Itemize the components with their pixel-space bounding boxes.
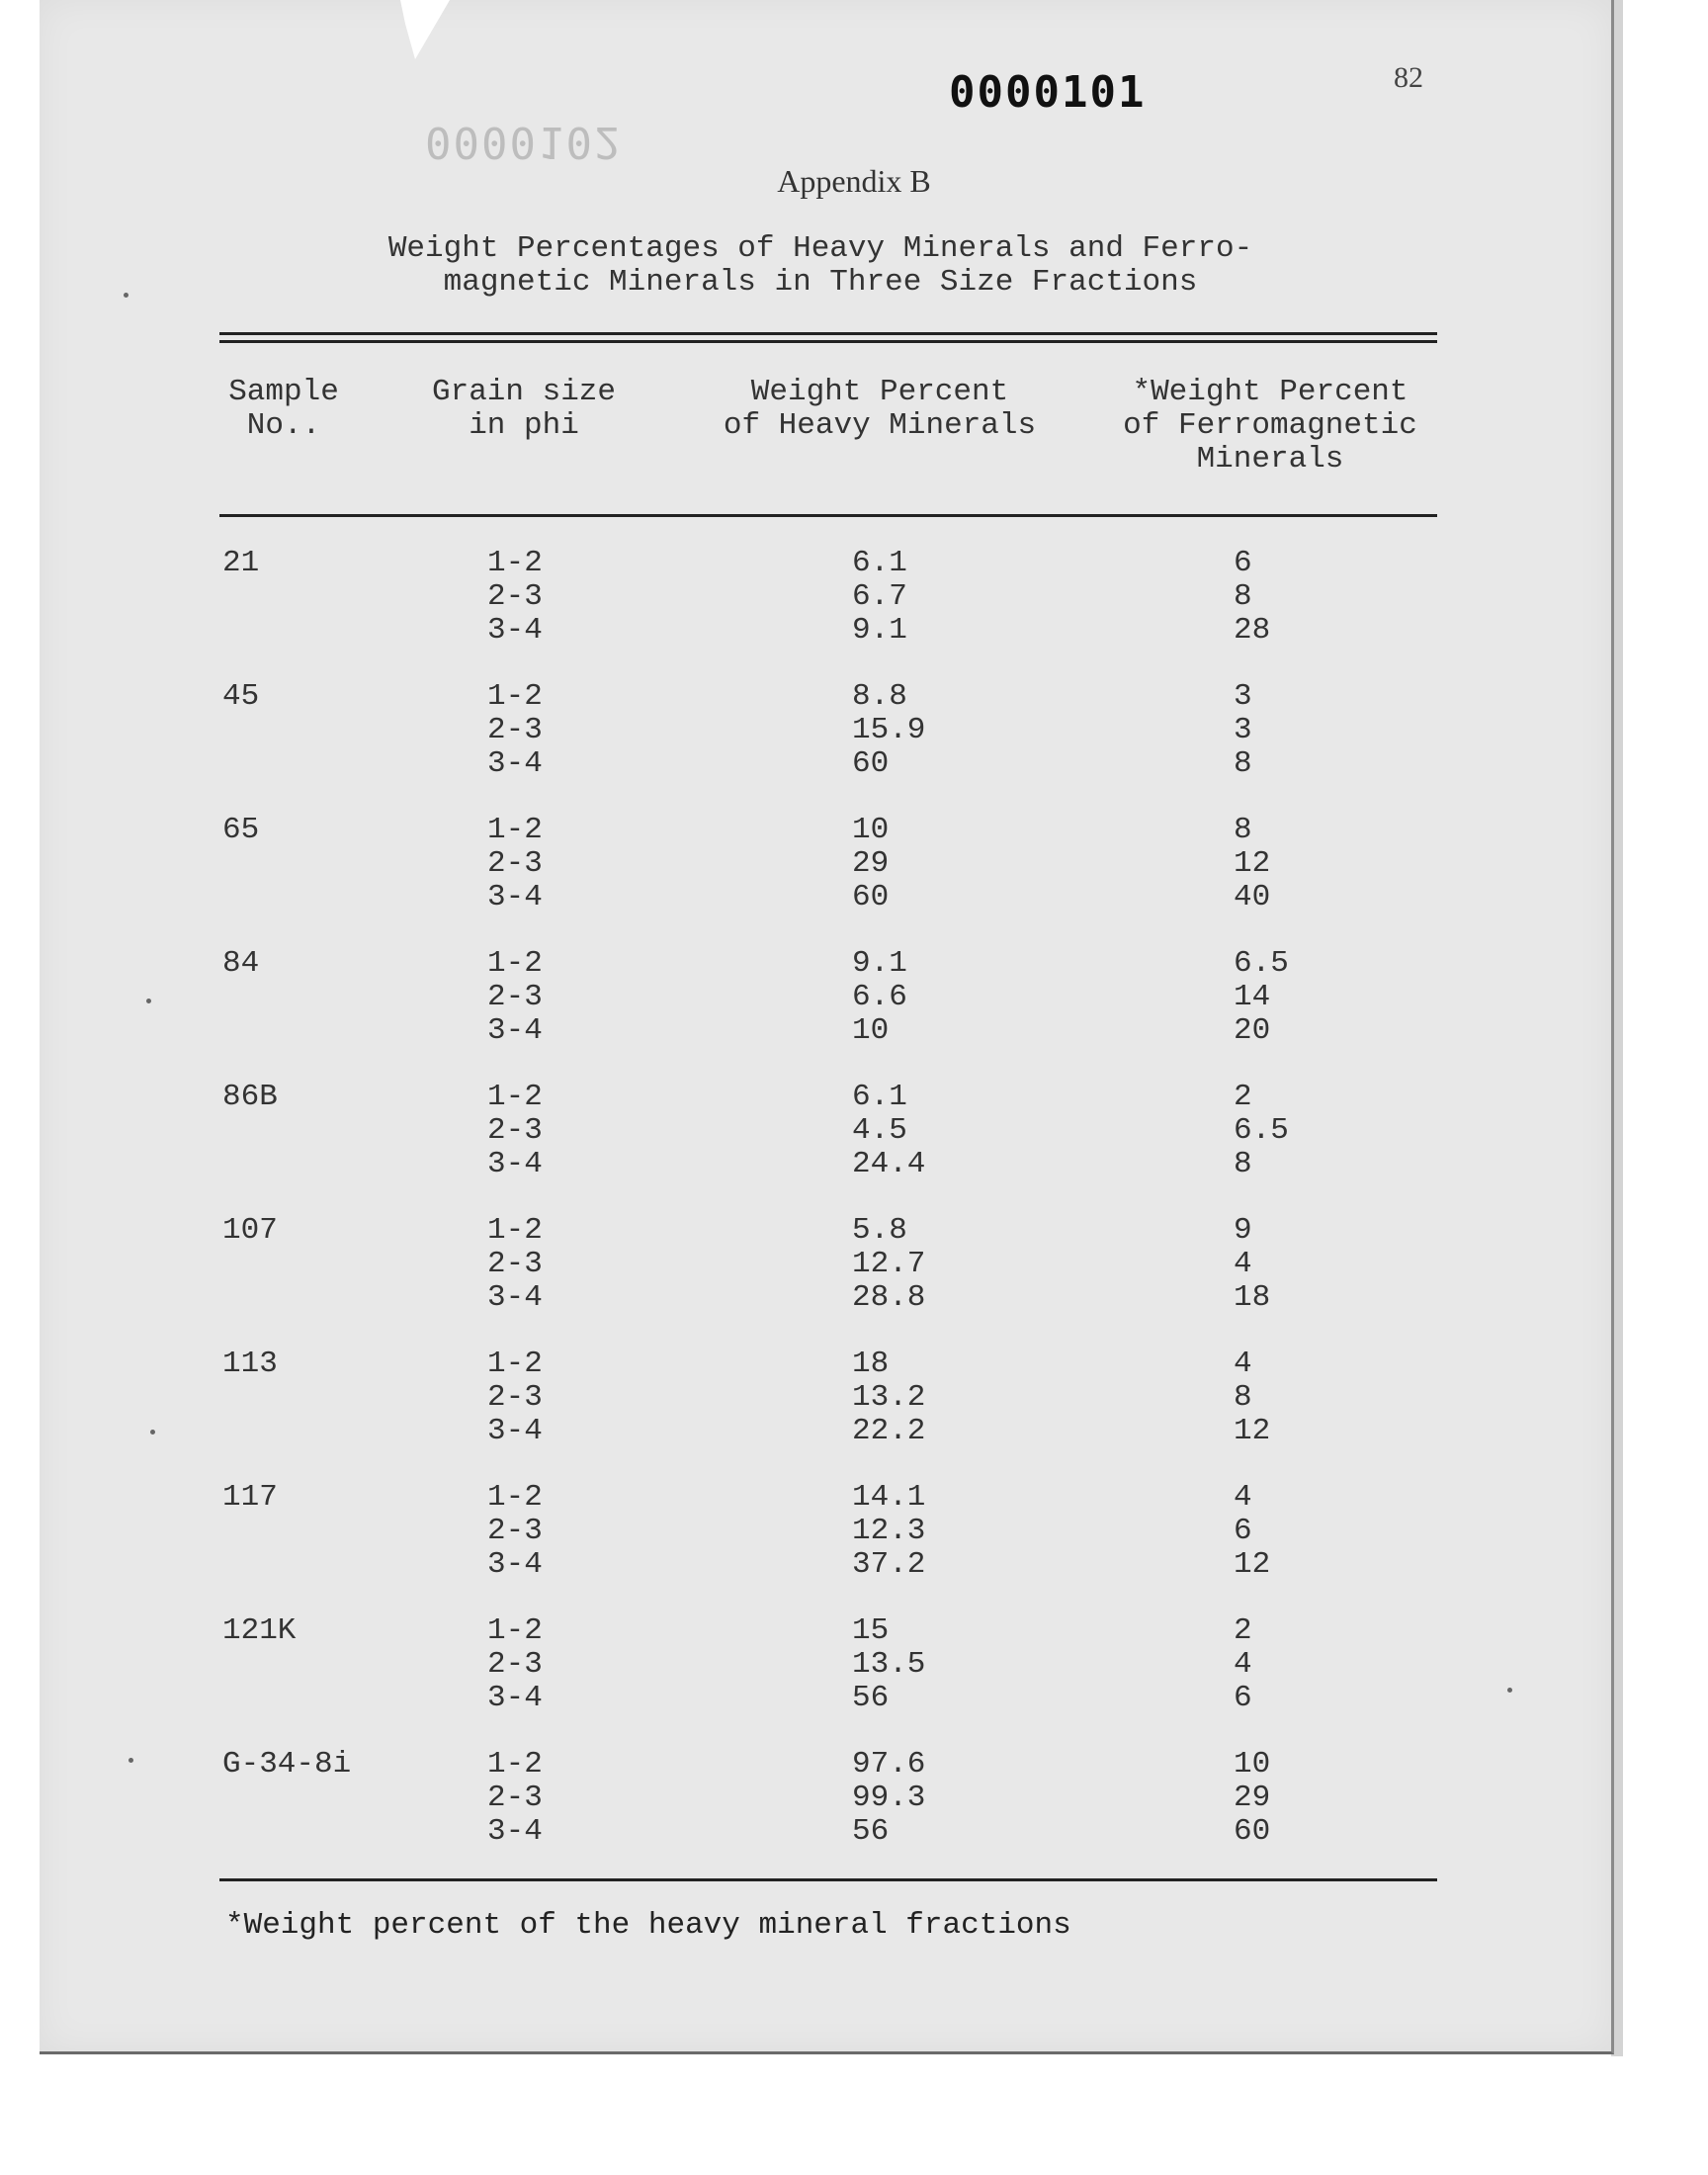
- grain-size: 2-3: [487, 1514, 543, 1548]
- grain-size-column: [487, 1081, 543, 1181]
- heavy-mineral-percent: 24.4: [852, 1147, 926, 1181]
- heavy-mineral-percent: 60: [852, 880, 890, 914]
- grain-size: 2-3: [487, 1113, 543, 1148]
- grain-size: 1-2: [487, 1480, 543, 1515]
- sample-number: 21: [222, 546, 260, 580]
- ferromagnetic-percent: 12: [1234, 1414, 1271, 1448]
- ferromagnetic-percent: 2: [1234, 1080, 1252, 1114]
- column-header-heavy-minerals: [702, 376, 1058, 443]
- grain-size: 1-2: [487, 1213, 543, 1248]
- heavy-mineral-percent-column: [852, 947, 907, 1048]
- ferromagnetic-percent: 20: [1234, 1013, 1271, 1048]
- ferromagnetic-percent-column: [1234, 1214, 1270, 1315]
- ferromagnetic-percent-column: [1234, 814, 1270, 914]
- heavy-mineral-percent: 22.2: [852, 1414, 926, 1448]
- heavy-mineral-percent: 12.7: [852, 1247, 926, 1281]
- grain-size: 1-2: [487, 946, 543, 981]
- heavy-mineral-percent: 10: [852, 1013, 890, 1048]
- ferromagnetic-percent: 6: [1234, 1514, 1252, 1548]
- grain-size: 3-4: [487, 613, 543, 648]
- heavy-mineral-percent: 60: [852, 746, 890, 781]
- heavy-mineral-percent: 37.2: [852, 1547, 926, 1582]
- heavy-mineral-percent-column: [852, 1081, 925, 1181]
- ferromagnetic-percent: 6: [1234, 546, 1252, 580]
- heavy-mineral-percent-column: [852, 1214, 925, 1315]
- appendix-heading: Appendix B: [777, 163, 931, 199]
- ferromagnetic-percent: 4: [1234, 1347, 1252, 1381]
- column-header-sample: [210, 376, 358, 443]
- heavy-mineral-percent-column: [852, 680, 925, 781]
- grain-size: 2-3: [487, 579, 543, 614]
- ferromagnetic-percent-column: [1234, 1614, 1252, 1715]
- sample-group: [0, 547, 1708, 655]
- sample-group: [0, 680, 1708, 789]
- header-line: Minerals: [1196, 442, 1344, 477]
- grain-size: 1-2: [487, 1080, 543, 1114]
- ferromagnetic-percent: 12: [1234, 846, 1271, 881]
- column-header-grain-size: [415, 376, 633, 443]
- heavy-mineral-percent-column: [852, 1481, 925, 1582]
- ferromagnetic-percent: 8: [1234, 579, 1252, 614]
- page-number: 82: [1394, 61, 1423, 94]
- heavy-mineral-percent: 13.2: [852, 1380, 926, 1415]
- grain-size-column: [487, 814, 543, 914]
- header-line: in phi: [469, 408, 579, 443]
- ferromagnetic-percent-column: [1234, 1081, 1289, 1181]
- header-line: No..: [246, 408, 321, 443]
- grain-size: 3-4: [487, 1547, 543, 1582]
- heavy-mineral-percent-column: [852, 1614, 925, 1715]
- scan-speck: [1507, 1688, 1512, 1693]
- heavy-mineral-percent-column: [852, 547, 907, 648]
- sample-number: 84: [222, 946, 260, 981]
- grain-size-column: [487, 547, 543, 648]
- footnote: *Weight percent of the heavy mineral fractions: [225, 1908, 1071, 1943]
- heavy-mineral-percent: 28.8: [852, 1280, 926, 1315]
- heavy-mineral-percent: 9.1: [852, 946, 907, 981]
- ferromagnetic-percent: 4: [1234, 1480, 1252, 1515]
- grain-size: 3-4: [487, 1013, 543, 1048]
- grain-size-column: [487, 1214, 543, 1315]
- ferromagnetic-percent: 6.5: [1234, 946, 1289, 981]
- scan-speck: [124, 293, 128, 298]
- grain-size-column: [487, 1748, 543, 1849]
- sample-number: 121K: [222, 1613, 297, 1648]
- grain-size: 2-3: [487, 1380, 543, 1415]
- heavy-mineral-percent: 6.1: [852, 546, 907, 580]
- top-double-rule: [219, 332, 1437, 335]
- sample-number: G-34-8i: [222, 1747, 352, 1782]
- scan-speck: [128, 1758, 133, 1763]
- header-line: of Ferromagnetic: [1123, 408, 1417, 443]
- ferromagnetic-percent: 8: [1234, 1380, 1252, 1415]
- heavy-mineral-percent-column: [852, 1348, 925, 1448]
- ferromagnetic-percent: 9: [1234, 1213, 1252, 1248]
- ferromagnetic-percent: 4: [1234, 1647, 1252, 1682]
- sample-number: 117: [222, 1480, 278, 1515]
- heavy-mineral-percent: 12.3: [852, 1514, 926, 1548]
- heavy-mineral-percent: 99.3: [852, 1781, 926, 1815]
- ferromagnetic-percent: 6: [1234, 1681, 1252, 1715]
- ferromagnetic-percent: 10: [1234, 1747, 1271, 1782]
- sample-group: [0, 1481, 1708, 1590]
- sample-group: [0, 1214, 1708, 1323]
- sample-group: [0, 1614, 1708, 1723]
- sample-group: [0, 814, 1708, 922]
- sample-number: 86B: [222, 1080, 278, 1114]
- grain-size: 3-4: [487, 1681, 543, 1715]
- grain-size-column: [487, 947, 543, 1048]
- ferromagnetic-percent: 29: [1234, 1781, 1271, 1815]
- heavy-mineral-percent: 6.1: [852, 1080, 907, 1114]
- heavy-mineral-percent: 18: [852, 1347, 890, 1381]
- table-title-line: Weight Percentages of Heavy Minerals and Ferro-: [387, 231, 1253, 266]
- ferromagnetic-percent-column: [1234, 547, 1270, 648]
- grain-size: 1-2: [487, 1347, 543, 1381]
- heavy-mineral-percent: 56: [852, 1681, 890, 1715]
- grain-size: 1-2: [487, 679, 543, 714]
- heavy-mineral-percent: 5.8: [852, 1213, 907, 1248]
- ferromagnetic-percent: 3: [1234, 713, 1252, 747]
- grain-size: 2-3: [487, 1247, 543, 1281]
- bottom-rule: [219, 1878, 1437, 1881]
- heavy-mineral-percent: 10: [852, 813, 890, 847]
- sample-number: 45: [222, 679, 260, 714]
- heavy-mineral-percent-column: [852, 1748, 925, 1849]
- ferromagnetic-percent: 18: [1234, 1280, 1271, 1315]
- scan-speck: [146, 999, 151, 1003]
- grain-size: 3-4: [487, 1280, 543, 1315]
- grain-size: 1-2: [487, 546, 543, 580]
- heavy-mineral-percent: 14.1: [852, 1480, 926, 1515]
- ferromagnetic-percent: 14: [1234, 980, 1271, 1014]
- ferromagnetic-percent: 12: [1234, 1547, 1271, 1582]
- header-line: of Heavy Minerals: [723, 408, 1037, 443]
- grain-size-column: [487, 1614, 543, 1715]
- grain-size: 2-3: [487, 713, 543, 747]
- heavy-mineral-percent: 6.6: [852, 980, 907, 1014]
- grain-size-column: [487, 1348, 543, 1448]
- ferromagnetic-percent: 3: [1234, 679, 1252, 714]
- grain-size: 3-4: [487, 880, 543, 914]
- ferromagnetic-percent: 40: [1234, 880, 1271, 914]
- header-line: Weight Percent: [750, 375, 1009, 409]
- ferromagnetic-percent-column: [1234, 1748, 1270, 1849]
- header-rule: [219, 514, 1437, 517]
- header-line: Sample: [228, 375, 339, 409]
- sample-group: [0, 1348, 1708, 1456]
- bleed-through-number: 0000102: [425, 117, 623, 167]
- heavy-mineral-percent: 29: [852, 846, 890, 881]
- top-double-rule: [219, 340, 1437, 343]
- scan-speck: [150, 1430, 155, 1435]
- grain-size: 3-4: [487, 1147, 543, 1181]
- heavy-mineral-percent: 4.5: [852, 1113, 907, 1148]
- grain-size: 2-3: [487, 1647, 543, 1682]
- ferromagnetic-percent: 60: [1234, 1814, 1271, 1849]
- ferromagnetic-percent: 4: [1234, 1247, 1252, 1281]
- sample-number: 65: [222, 813, 260, 847]
- column-header-ferromagnetic: [1102, 376, 1438, 477]
- sample-group: [0, 1081, 1708, 1189]
- grain-size: 2-3: [487, 846, 543, 881]
- ferromagnetic-percent: 28: [1234, 613, 1271, 648]
- ferromagnetic-percent-column: [1234, 1348, 1270, 1448]
- table-title: [326, 232, 1315, 300]
- heavy-mineral-percent: 56: [852, 1814, 890, 1849]
- header-line: *Weight Percent: [1132, 375, 1409, 409]
- grain-size: 1-2: [487, 813, 543, 847]
- sample-group: [0, 1748, 1708, 1857]
- heavy-mineral-percent: 13.5: [852, 1647, 926, 1682]
- document-number: 0000101: [949, 67, 1147, 118]
- heavy-mineral-percent: 15: [852, 1613, 890, 1648]
- ferromagnetic-percent-column: [1234, 680, 1252, 781]
- grain-size: 3-4: [487, 1414, 543, 1448]
- ferromagnetic-percent-column: [1234, 947, 1289, 1048]
- grain-size: 2-3: [487, 980, 543, 1014]
- grain-size-column: [487, 680, 543, 781]
- sample-number: 107: [222, 1213, 278, 1248]
- grain-size-column: [487, 1481, 543, 1582]
- ferromagnetic-percent: 8: [1234, 1147, 1252, 1181]
- heavy-mineral-percent-column: [852, 814, 889, 914]
- table-title-line: magnetic Minerals in Three Size Fractions: [443, 265, 1198, 300]
- ferromagnetic-percent: 8: [1234, 746, 1252, 781]
- heavy-mineral-percent: 97.6: [852, 1747, 926, 1782]
- ferromagnetic-percent: 8: [1234, 813, 1252, 847]
- heavy-mineral-percent: 8.8: [852, 679, 907, 714]
- heavy-mineral-percent: 9.1: [852, 613, 907, 648]
- ferromagnetic-percent: 2: [1234, 1613, 1252, 1648]
- grain-size: 1-2: [487, 1747, 543, 1782]
- ferromagnetic-percent-column: [1234, 1481, 1270, 1582]
- ferromagnetic-percent: 6.5: [1234, 1113, 1289, 1148]
- grain-size: 3-4: [487, 746, 543, 781]
- sample-group: [0, 947, 1708, 1056]
- sample-number: 113: [222, 1347, 278, 1381]
- heavy-mineral-percent: 15.9: [852, 713, 926, 747]
- grain-size: 1-2: [487, 1613, 543, 1648]
- grain-size: 3-4: [487, 1814, 543, 1849]
- header-line: Grain size: [431, 375, 617, 409]
- heavy-mineral-percent: 6.7: [852, 579, 907, 614]
- grain-size: 2-3: [487, 1781, 543, 1815]
